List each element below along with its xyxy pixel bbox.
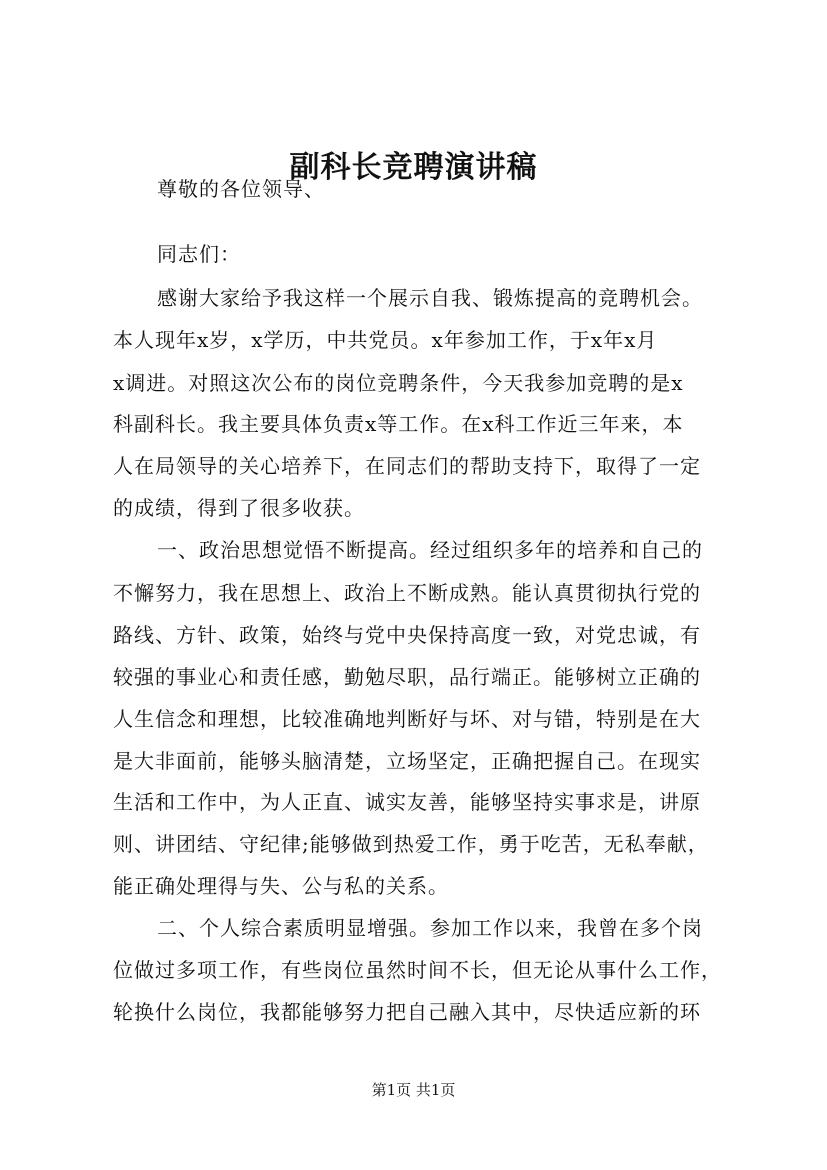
text-line: 生活和工作中，为人正直、诚实友善，能够坚持实事求是，讲原	[113, 790, 701, 814]
text-line: 则、讲团结、守纪律;能够做到热爱工作，勇于吃苦，无私奉献，	[113, 832, 709, 856]
text-line: 人在局领导的关心培养下，在同志们的帮助支持下，取得了一定	[113, 454, 701, 478]
text-line: 路线、方针、政策，始终与党中央保持高度一致，对党忠诚，有	[113, 623, 701, 647]
text-line: 较强的事业心和责任感，勤勉尽职，品行端正。能够树立正确的	[113, 665, 701, 689]
text-line: 是大非面前，能够头脑清楚，立场坚定，正确把握自己。在现实	[113, 749, 701, 773]
text-line: 感谢大家给予我这样一个展示自我、锻炼提高的竞聘机会。	[157, 286, 703, 310]
text-line: 能正确处理得与失、公与私的关系。	[113, 874, 449, 898]
page-footer: 第1页 共1页	[371, 1081, 456, 1099]
text-line: 不懈努力，我在思想上、政治上不断成熟。能认真贯彻执行党的	[113, 581, 701, 605]
text-line: 位做过多项工作，有些岗位虽然时间不长，但无论从事什么工作，	[113, 958, 722, 982]
text-line: 科副科长。我主要具体负责x等工作。在x科工作近三年来，本	[113, 412, 684, 436]
text-line: 一、政治思想觉悟不断提高。经过组织多年的培养和自己的	[157, 538, 703, 562]
text-line: 尊敬的各位领导、	[157, 177, 325, 201]
text-line: 轮换什么岗位，我都能够努力把自己融入其中，尽快适应新的环	[113, 1000, 701, 1024]
text-line: 的成绩，得到了很多收获。	[113, 496, 365, 520]
text-line: 二、个人综合素质明显增强。参加工作以来，我曾在多个岗	[157, 916, 703, 940]
text-line: 人生信念和理想，比较准确地判断好与坏、对与错，特别是在大	[113, 707, 701, 731]
document-title: 副科长竞聘演讲稿	[289, 150, 538, 185]
text-line: x调进。对照这次公布的岗位竞聘条件，今天我参加竞聘的是x	[113, 371, 684, 395]
text-line: 同志们：	[157, 242, 241, 266]
text-line: 本人现年x岁，x学历，中共党员。x年参加工作，于x年x月	[113, 328, 658, 352]
